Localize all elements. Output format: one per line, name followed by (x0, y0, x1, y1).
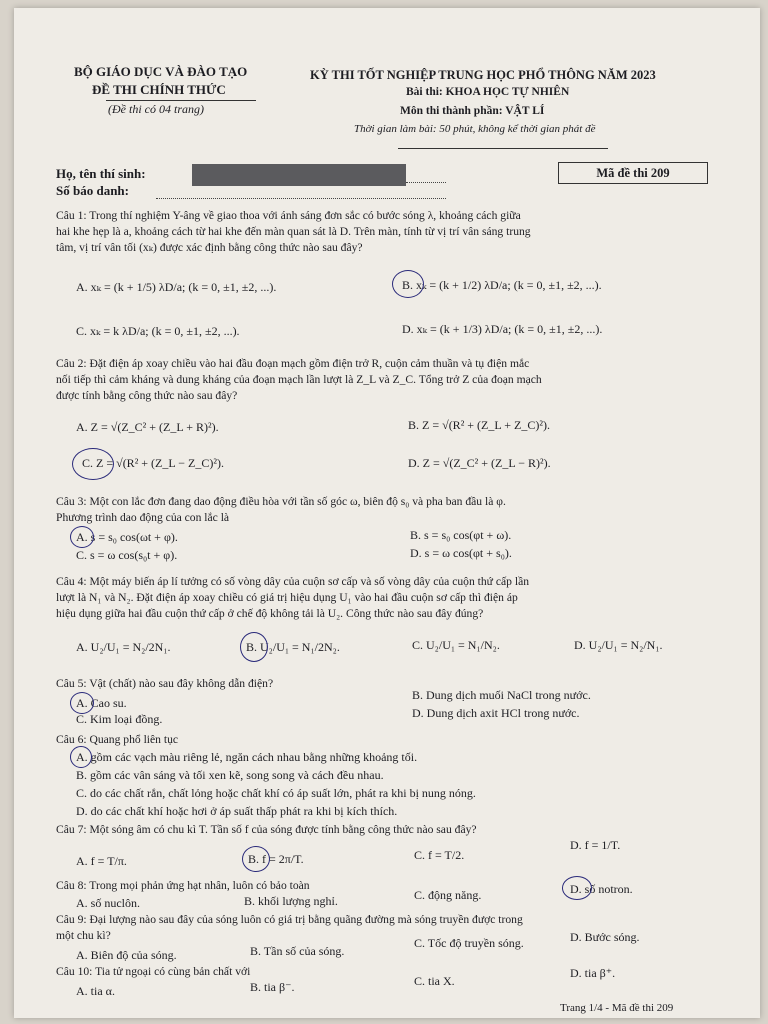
option-b: B. tia β⁻. (250, 980, 295, 994)
question-line: Câu 3: Một con lắc đơn đang dao động điều hòa với tần số góc ω, biên độ s₀ và pha ban đầu là φ. (56, 495, 506, 508)
redacted-name (192, 164, 406, 186)
option-d: D. Dung dịch axit HCl trong nước. (412, 706, 580, 720)
option-b: B. f = 2π/T. (248, 852, 304, 866)
option-d: D. Z = √(Z_C² + (Z_L − R)²). (408, 456, 551, 470)
ministry-name: BỘ GIÁO DỤC VÀ ĐÀO TẠO (74, 64, 248, 79)
question-line: Câu 6: Quang phổ liên tục (56, 733, 179, 746)
option-b: B. khối lượng nghỉ. (244, 894, 338, 908)
option-d: D. f = 1/T. (570, 838, 621, 852)
exam-title: KỲ THI TỐT NGHIỆP TRUNG HỌC PHỔ THÔNG NĂM 2023 (310, 68, 656, 82)
exam-code-box: Mã đề thi 209 (558, 162, 708, 184)
option-a: A. s = s₀ cos(ωt + φ). (76, 530, 178, 544)
option-c: C. U₂/U₁ = N₁/N₂. (412, 638, 500, 652)
question-line: hai khe hẹp là a, khoảng cách từ hai khe đến màn quan sát là D. Trên màn, tính từ vị trí vân sáng trung (56, 225, 531, 238)
candidate-id-label: Số báo danh: (56, 183, 129, 198)
question-line: Câu 9: Đại lượng nào sau đây của sóng luôn có giá trị bằng quãng đường mà sóng truyền được trong (56, 913, 523, 926)
answer-mark (70, 526, 94, 548)
question-line: Câu 2: Đặt điện áp xoay chiều vào hai đầu đoạn mạch gồm điện trở R, cuộn cảm thuần và tụ điện mắc (56, 357, 530, 370)
question-line: một chu kì? (56, 929, 111, 942)
option-d: D. s = ω cos(φt + s₀). (410, 546, 512, 560)
answer-mark (392, 270, 424, 298)
option-b: B. Dung dịch muối NaCl trong nước. (412, 688, 591, 702)
exam-time: Thời gian làm bài: 50 phút, không kể thời gian phát đề (354, 123, 596, 135)
question-line: Câu 10: Tia tử ngoại có cùng bản chất với (56, 965, 251, 978)
answer-mark (72, 448, 114, 480)
exam-page (14, 8, 760, 1018)
option-c: C. Z = √(R² + (Z_L − Z_C)²). (82, 456, 224, 470)
option-a: A. gồm các vạch màu riêng lẻ, ngăn cách nhau bằng những khoảng tối. (76, 750, 418, 764)
candidate-name-label: Họ, tên thí sinh: (56, 166, 146, 181)
option-a: A. f = T/π. (76, 854, 127, 868)
option-c: C. Tốc độ truyền sóng. (414, 936, 524, 950)
question-line: được tính bằng công thức nào sau đây? (56, 389, 238, 402)
option-d: D. Bước sóng. (570, 930, 640, 944)
option-a: A. xₖ = (k + 1/5) λD/a; (k = 0, ±1, ±2, ...). (76, 280, 277, 294)
answer-mark (70, 692, 94, 714)
underline (106, 100, 256, 101)
option-a: A. Z = √(Z_C² + (Z_L + R)²). (76, 420, 219, 434)
underline (398, 148, 608, 149)
option-b: B. gồm các vân sáng và tối xen kẽ, song song và cách đều nhau. (76, 768, 384, 782)
option-a: A. Cao su. (76, 696, 127, 710)
exam-subject: Bài thi: KHOA HỌC TỰ NHIÊN (406, 86, 570, 98)
option-d: D. do các chất khí hoặc hơi ở áp suất thấp phát ra khi bị kích thích. (76, 804, 398, 818)
option-c: C. tia X. (414, 974, 455, 988)
question-line: tâm, vị trí vân tối (xₖ) được xác định bằng công thức nào sau đây? (56, 241, 363, 254)
dotted-line (156, 198, 446, 199)
option-c: C. do các chất rắn, chất lỏng hoặc chất khí có áp suất lớn, phát ra khi bị nung nóng. (76, 786, 476, 800)
dotted-line (406, 182, 446, 183)
option-d: D. tia β⁺. (570, 966, 616, 980)
option-b: B. U₂/U₁ = N₁/2N₂. (246, 640, 340, 654)
option-a: A. số nuclôn. (76, 896, 140, 910)
option-b: B. s = s₀ cos(φt + ω). (410, 528, 512, 542)
answer-mark (562, 876, 592, 900)
option-b: B. Z = √(R² + (Z_L + Z_C)²). (408, 418, 550, 432)
option-a: A. Biên độ của sóng. (76, 948, 177, 962)
option-c: C. f = T/2. (414, 848, 465, 862)
question-line: hiệu dụng giữa hai đầu cuộn thứ cấp ở chế độ không tải là U₂. Công thức nào sau đây đúng? (56, 607, 484, 620)
question-line: Câu 4: Một máy biến áp lí tưởng có số vòng dây của cuộn sơ cấp và số vòng dây của cuộn thứ cấp lần (56, 575, 530, 588)
option-c: C. xₖ = k λD/a; (k = 0, ±1, ±2, ...). (76, 324, 240, 338)
question-line: Câu 1: Trong thí nghiệm Y-âng về giao thoa với ánh sáng đơn sắc có bước sóng λ, khoảng cách giữa (56, 209, 521, 222)
option-c: C. Kim loại đồng. (76, 712, 163, 726)
option-d: D. xₖ = (k + 1/3) λD/a; (k = 0, ±1, ±2, ...). (402, 322, 603, 336)
question-line: lượt là N₁ và N₂. Đặt điện áp xoay chiều có giá trị hiệu dụng U₁ vào hai đầu cuộn sơ cấp thì điện áp (56, 591, 518, 604)
question-line: Câu 5: Vật (chất) nào sau đây không dẫn điện? (56, 677, 274, 690)
question-line: nối tiếp thì cảm kháng và dung kháng của đoạn mạch lần lượt là Z_L và Z_C. Tổng trở Z của đoạn mạch (56, 373, 542, 386)
option-d: D. số notron. (570, 882, 633, 896)
official-label: ĐỀ THI CHÍNH THỨC (92, 82, 226, 97)
option-a: A. U₂/U₁ = N₂/2N₁. (76, 640, 171, 654)
answer-mark (240, 632, 268, 662)
page-footer: Trang 1/4 - Mã đề thi 209 (560, 1002, 674, 1014)
question-line: Phương trình dao động của con lắc là (56, 511, 230, 524)
answer-mark (242, 846, 270, 872)
option-b: B. xₖ = (k + 1/2) λD/a; (k = 0, ±1, ±2, ...). (402, 278, 602, 292)
option-b: B. Tần số của sóng. (250, 944, 345, 958)
component-subject: Môn thi thành phần: VẬT LÍ (400, 105, 545, 117)
option-c: C. s = ω cos(s₀t + φ). (76, 548, 178, 562)
option-c: C. động năng. (414, 888, 482, 902)
page-count: (Đề thi có 04 trang) (108, 102, 204, 116)
answer-mark (70, 746, 92, 768)
question-line: Câu 8: Trong mọi phản ứng hạt nhân, luôn có bảo toàn (56, 879, 310, 892)
option-d: D. U₂/U₁ = N₂/N₁. (574, 638, 663, 652)
option-a: A. tia α. (76, 984, 115, 998)
question-line: Câu 7: Một sóng âm có chu kì T. Tần số f của sóng được tính bằng công thức nào sau đây? (56, 823, 477, 836)
